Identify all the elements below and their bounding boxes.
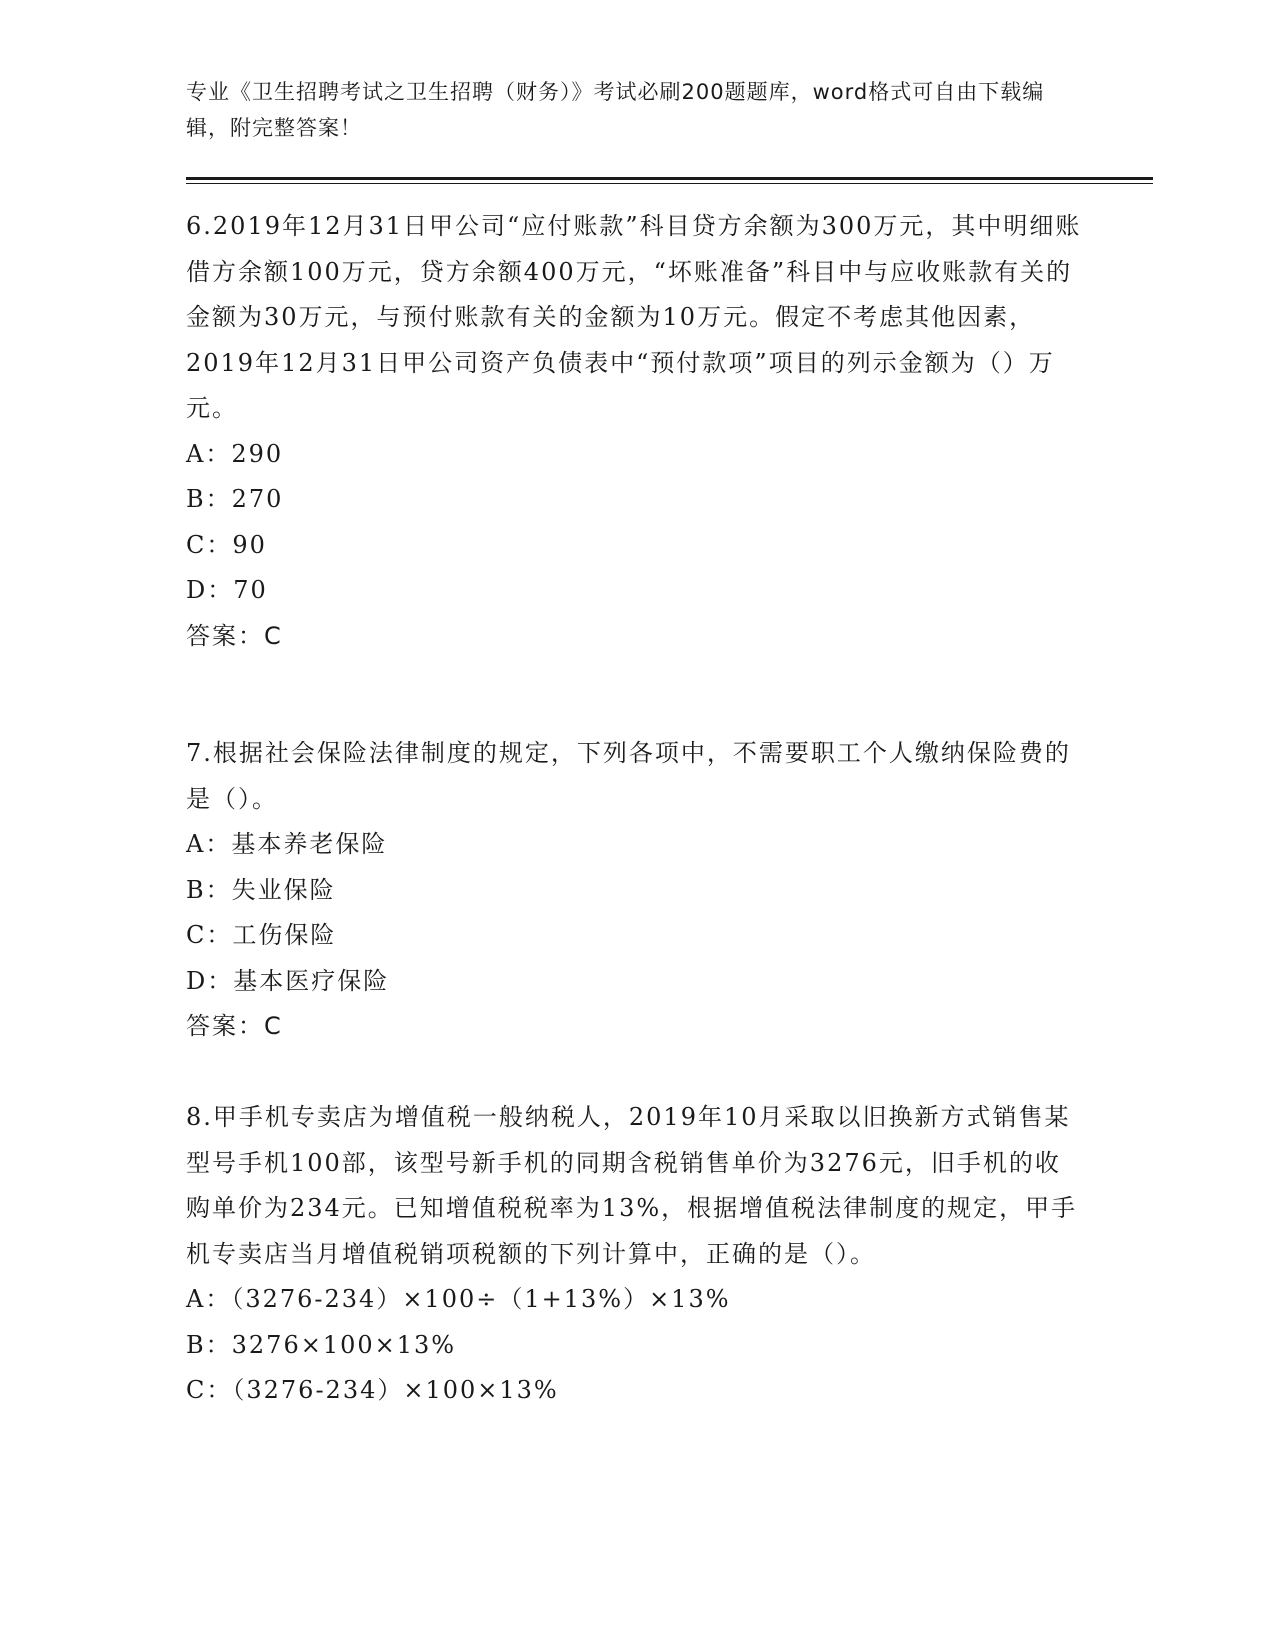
header-rule-thin (186, 183, 1153, 184)
option-c: C：工伤保险 (186, 921, 337, 949)
option-c: C：（3276-234）×100×13% (186, 1376, 559, 1404)
option-a: A：（3276-234）×100÷（1+13%）×13% (186, 1285, 731, 1313)
document-header: 专业《卫生招聘考试之卫生招聘（财务）》考试必刷200题题库，word格式可自由下载编辑，附完整答案！ (186, 80, 1045, 140)
option-d: D：70 (186, 576, 268, 604)
question-stem: 6.2019年12月31日甲公司“应付账款”科目贷方余额为300万元，其中明细账借方余额100万元，贷方余额400万元，“坏账准备”科目中与应收账款有关的金额为30万元，与预付账款有关的金额为10万元。假定不考虑其他因素，2019年12月31日甲公司资产负债表中“预付款项”项目的列示金额为（）万元。 (186, 212, 1082, 422)
question-8 (186, 1095, 1086, 1414)
option-c: C：90 (186, 530, 267, 559)
header-rule-thick (186, 177, 1153, 180)
answer-line: 答案：C (186, 621, 283, 650)
option-a: A：基本养老保险 (186, 830, 388, 858)
question-6 (186, 204, 1086, 659)
option-d: D：基本医疗保险 (186, 966, 390, 995)
answer-line: 答案：C (186, 1012, 283, 1040)
option-b: B：270 (186, 485, 284, 513)
question-stem: 8.甲手机专卖店为增值税一般纳税人，2019年10月采取以旧换新方式销售某型号手机100部，该型号新手机的同期含税销售单价为3276元，旧手机的收购单价为234元。已知增值税税率为13%，根据增值税法律制度的规定，甲手机专卖店当月增值税销项税额的下列计算中，正确的是（）。 (186, 1103, 1078, 1268)
option-b: B：3276×100×13% (186, 1330, 457, 1359)
option-a: A：290 (186, 439, 284, 468)
question-stem: 7.根据社会保险法律制度的规定，下列各项中，不需要职工个人缴纳保险费的是（）。 (186, 739, 1071, 813)
option-b: B：失业保险 (186, 875, 336, 904)
question-7 (186, 731, 1086, 1050)
